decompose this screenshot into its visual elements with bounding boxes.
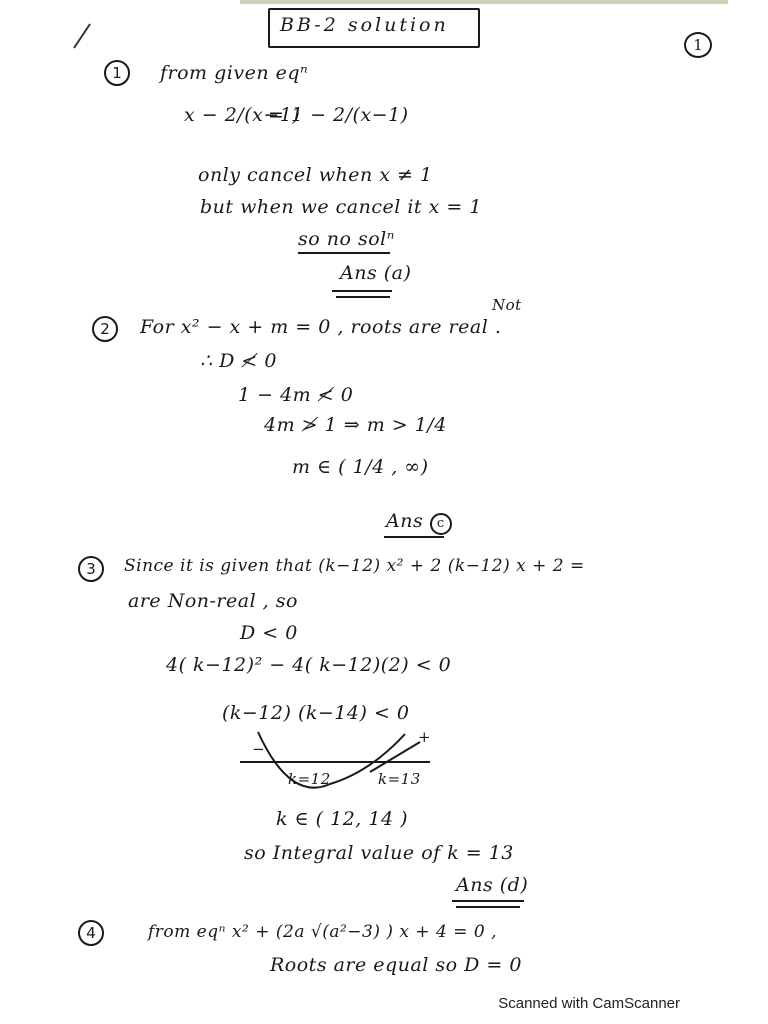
q3-answer-underline-2 [456, 906, 520, 908]
q3-line-6: k ∈ ( 12, 14 ) [276, 808, 408, 830]
q3-answer-underline-1 [452, 900, 524, 902]
question-number-4: 4 [78, 920, 104, 946]
question-number-1: 1 [104, 60, 130, 86]
q2-line-4: 4m ≯ 1 ⇒ m > 1/4 [264, 414, 447, 436]
q3-graph-label-left: k=12 [288, 770, 331, 788]
q1-line-5: so no solⁿ [298, 228, 395, 250]
page-number: 1 [684, 32, 712, 58]
pencil-mark-icon [72, 22, 92, 50]
q3-graph-label-right: k=13 [378, 770, 421, 788]
q1-answer-underline-2 [336, 296, 390, 298]
q1-line-4: but when we cancel it x = 1 [200, 196, 482, 218]
q4-line-2: Roots are equal so D = 0 [270, 954, 522, 976]
q1-answer: Ans (a) [340, 262, 412, 284]
q3-graph-minus: − [252, 740, 266, 758]
q1-answer-underline-1 [332, 290, 392, 292]
q2-line-1: For x² − x + m = 0 , roots are real . [140, 316, 502, 338]
q1-line-3: only cancel when x ≠ 1 [198, 164, 433, 186]
q1-line-1: from given eqⁿ [160, 62, 309, 84]
q3-line-5: (k−12) (k−14) < 0 [222, 702, 410, 724]
q1-underline [298, 252, 390, 254]
q2-answer-label: Ans [386, 510, 424, 532]
question-number-3: 3 [78, 556, 104, 582]
q3-line-1: Since it is given that (k−12) x² + 2 (k−12) x + 2 = [124, 556, 585, 576]
q3-graph-plus: + [418, 728, 432, 746]
q1-lhs: x − 2/(x−1) [184, 104, 301, 126]
page-title: BB-2 solution [280, 14, 449, 36]
q3-line-7: so Integral value of k = 13 [244, 842, 514, 864]
q3-answer: Ans (d) [456, 874, 529, 896]
q3-line-2: are Non-real , so [128, 590, 298, 612]
q3-graph-tangent [370, 742, 420, 772]
q2-answer [386, 510, 452, 535]
camscanner-watermark: Scanned with CamScanner [498, 995, 680, 1012]
q2-line-2: ∴ D ≮ 0 [200, 350, 277, 372]
q2-answer-choice: c [430, 513, 452, 535]
q4-line-1: from eqⁿ x² + (2a √(a²−3) ) x + 4 = 0 , [148, 922, 498, 942]
question-number-2: 2 [92, 316, 118, 342]
q2-line-5: m ∈ ( 1/4 , ∞) [292, 456, 429, 478]
q1-rhs: = 1 − 2/(x−1) [268, 104, 409, 126]
q2-not-insertion: Not [492, 296, 522, 314]
q2-answer-underline [384, 536, 444, 538]
q3-line-4: 4( k−12)² − 4( k−12)(2) < 0 [166, 654, 452, 676]
q2-line-3: 1 − 4m ≮ 0 [238, 384, 354, 406]
page-top-edge [240, 0, 728, 4]
q3-line-3: D < 0 [240, 622, 298, 644]
